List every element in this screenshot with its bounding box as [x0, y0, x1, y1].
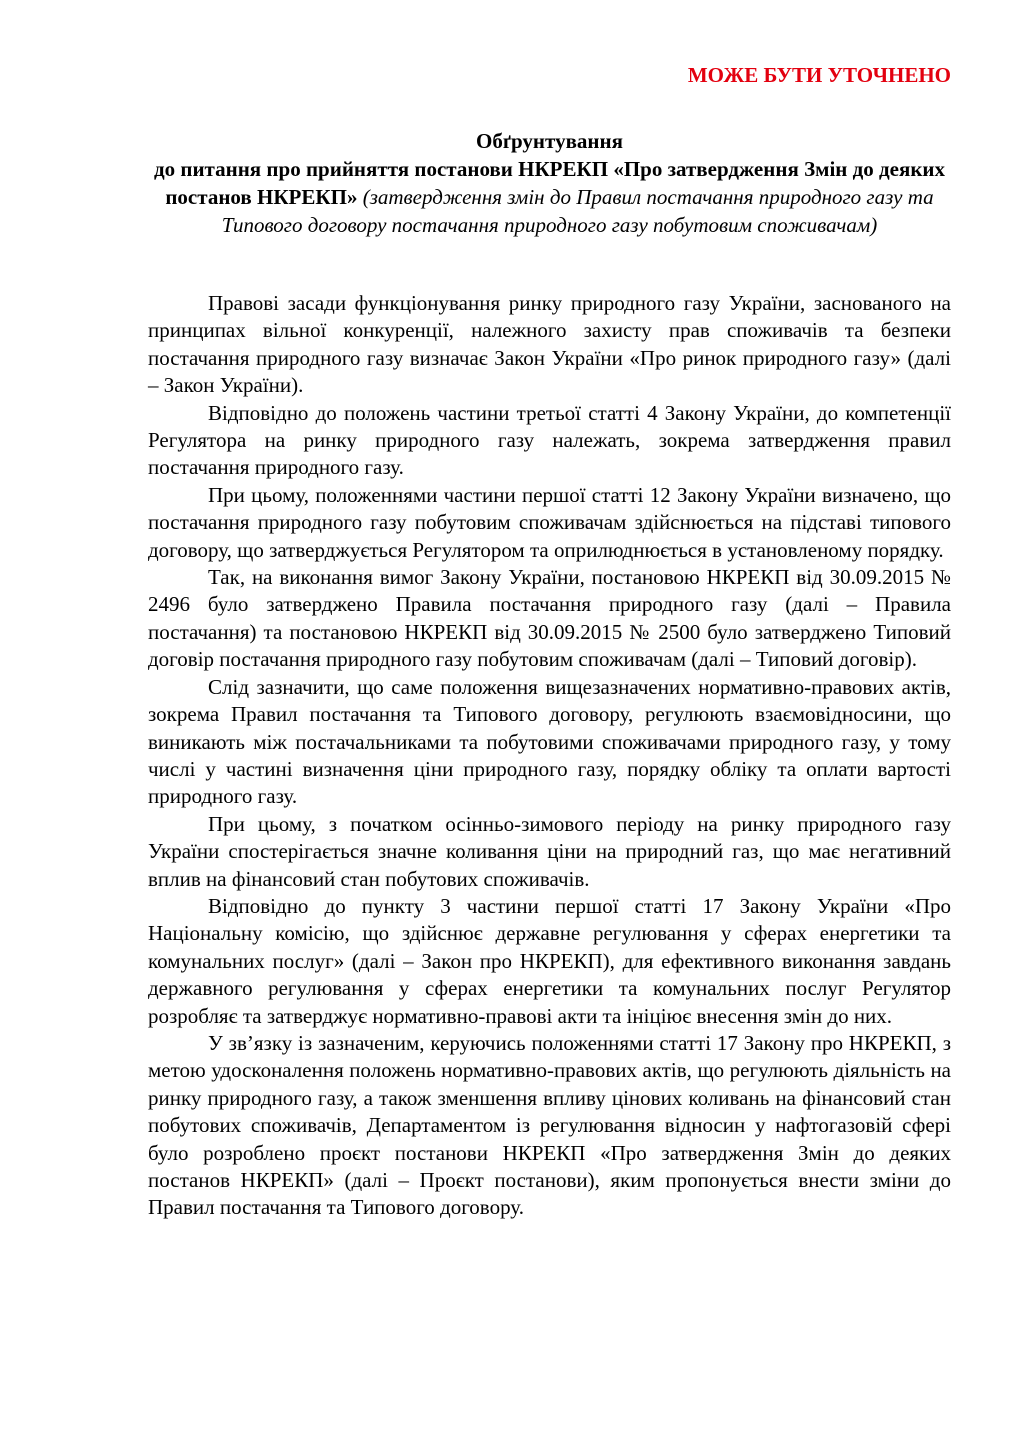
paragraph: Слід зазначити, що саме положення вищезазначених нормативно-правових актів, зокрема Правил постачання та Типового договору, регулюють взаємовідносини, що виникають між постачальниками та побутовими споживачами природного газу, у тому числі у частині визначення ціни природного газу, порядку обліку та оплати вартості природного газу.: [148, 674, 951, 809]
paragraph: Правові засади функціонування ринку природного газу України, заснованого на принципах вільної конкуренції, належного захисту прав споживачів та безпеки постачання природного газу визначає Закон України «Про ринок природного газу» (далі – Закон України).: [148, 291, 951, 398]
paragraph: У зв’язку із зазначеним, керуючись положеннями статті 17 Закону про НКРЕКП, з метою удосконалення положень нормативно-правових актів, що регулюють діяльність на ринку природного газу, а також зменшення впливу цінових коливань на фінансовий стан побутових споживачів, Департаментом із регулювання відносин у нафтогазовій сфері було розроблено проєкт постанови НКРЕКП «Про затвердження Змін до деяких постанов НКРЕКП» (далі – Проєкт постанови), яким пропонується внести зміни до Правил постачання та Типового договору.: [148, 1030, 951, 1220]
paragraph: Відповідно до положень частини третьої статті 4 Закону України, до компетенції Регулятора на ринку природного газу належать, зокрема затвердження правил постачання природного газу.: [148, 400, 951, 480]
draft-notice: МОЖЕ БУТИ УТОЧНЕНО: [687, 63, 951, 87]
document-title: Обґрунтування: [476, 129, 623, 153]
paragraph: При цьому, з початком осінньо-зимового періоду на ринку природного газу України спостерігається значне коливання ціни на природний газ, що має негативний вплив на фінансовий стан побутових споживачів.: [148, 811, 951, 891]
document-heading: [148, 127, 951, 239]
paragraph: Відповідно до пункту 3 частини першої статті 17 Закону України «Про Національну комісію, що здійснює державне регулювання у сферах енергетики та комунальних послуг» (далі – Закон про НКРЕКП), для ефективного виконання завдань державного регулювання у сферах енергетики та комунальних послуг Регулятор розробляє та затверджує нормативно-правові акти та ініціює внесення змін до них.: [148, 893, 951, 1028]
document-subtitle: (затвердження змін до Правил постачання природного газу та Типового договору постачання природного газу побутовим споживачам): [221, 185, 934, 237]
document-body: [148, 290, 951, 1222]
document-subject: до питання про прийняття постанови НКРЕКП «Про затвердження Змін до деяких постанов НКРЕКП»: [153, 157, 946, 209]
paragraph: Так, на виконання вимог Закону України, постановою НКРЕКП від 30.09.2015 № 2496 було затверджено Правила постачання природного газу (далі – Правила постачання) та постановою НКРЕКП від 30.09.2015 № 2500 було затверджено Типовий договір постачання природного газу побутовим споживачам (далі – Типовий договір).: [148, 565, 951, 672]
paragraph: При цьому, положеннями частини першої статті 12 Закону України визначено, що постачання природного газу побутовим споживачам здійснюється на підставі типового договору, що затверджується Регулятором та оприлюднюється в установленому порядку.: [148, 482, 951, 562]
